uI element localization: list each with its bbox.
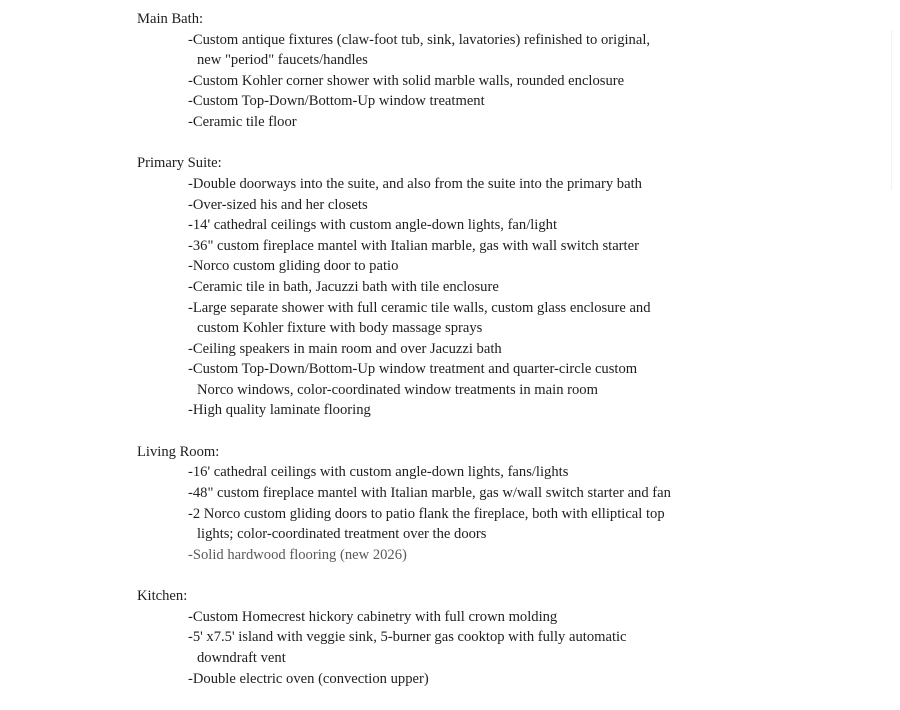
- section-primary-suite: [137, 153, 837, 421]
- feature-text: -Ceramic tile floor: [188, 113, 297, 130]
- feature-text-continuation: downdraft vent: [197, 650, 286, 667]
- feature-text-continuation: new "period" faucets/handles: [197, 52, 368, 69]
- feature-text: -Ceiling speakers in main room and over Jacuzzi bath: [188, 340, 502, 357]
- feature-list: [137, 30, 837, 133]
- feature-list: [137, 174, 837, 421]
- feature-text: -Norco custom gliding door to patio: [188, 258, 399, 275]
- section-heading: Main Bath:: [137, 11, 204, 27]
- document-body: [137, 9, 837, 710]
- feature-item: [137, 195, 837, 216]
- feature-text: -5' x7.5' island with veggie sink, 5-burner gas cooktop with fully automatic: [188, 629, 627, 646]
- feature-text: -Double electric oven (convection upper): [188, 670, 429, 687]
- feature-text: -48" custom fireplace mantel with Italian marble, gas w/wall switch starter and fan: [188, 485, 671, 502]
- feature-item: [137, 400, 837, 421]
- feature-text-continuation: custom Kohler fixture with body massage sprays: [197, 320, 483, 337]
- feature-item: [137, 339, 837, 360]
- feature-item: [137, 298, 837, 339]
- feature-item: [137, 256, 837, 277]
- feature-item: [137, 236, 837, 257]
- feature-item: [137, 215, 837, 236]
- feature-text: -High quality laminate flooring: [188, 402, 371, 419]
- feature-text: -Ceramic tile in bath, Jacuzzi bath with tile enclosure: [188, 278, 499, 295]
- section-heading: Living Room:: [137, 443, 220, 460]
- feature-item: [137, 607, 837, 628]
- feature-item: [137, 462, 837, 483]
- section-heading: Kitchen:: [137, 588, 188, 605]
- feature-text: -14' cathedral ceilings with custom angle-down lights, fan/light: [188, 217, 558, 234]
- feature-item: [137, 504, 837, 545]
- feature-list: [137, 462, 837, 565]
- feature-list: [137, 607, 837, 689]
- section-kitchen: [137, 586, 837, 689]
- section-main-bath: [137, 9, 837, 133]
- feature-item: [137, 30, 837, 71]
- feature-text: -16' cathedral ceilings with custom angle-down lights, fans/lights: [188, 464, 569, 481]
- feature-text: -Large separate shower with full ceramic tile walls, custom glass enclosure and: [188, 299, 651, 316]
- feature-text: -Custom Top-Down/Bottom-Up window treatment and quarter-circle custom: [188, 361, 638, 378]
- feature-item: [137, 91, 837, 112]
- feature-item: [137, 71, 837, 92]
- feature-text: -Custom antique fixtures (claw-foot tub, sink, lavatories) refinished to original,: [188, 31, 651, 48]
- feature-item: [137, 174, 837, 195]
- feature-item: [137, 669, 837, 690]
- section-living-room: [137, 442, 837, 566]
- feature-text: -36" custom fireplace mantel with Italian marble, gas with wall switch starter: [188, 237, 639, 254]
- feature-text-continuation: lights; color-coordinated treatment over the doors: [197, 526, 487, 543]
- feature-item: [137, 483, 837, 504]
- feature-item: [137, 359, 837, 400]
- section-heading: Primary Suite:: [137, 155, 222, 172]
- feature-text: -2 Norco custom gliding doors to patio flank the fireplace, both with elliptical top: [188, 505, 665, 522]
- feature-item: [137, 112, 837, 133]
- feature-item: [137, 627, 837, 668]
- feature-text-continuation: Norco windows, color-coordinated window treatments in main room: [197, 381, 598, 398]
- feature-text: -Over-sized his and her closets: [188, 196, 368, 213]
- feature-text: -Custom Homecrest hickory cabinetry with full crown molding: [188, 608, 558, 625]
- feature-item: [137, 545, 837, 566]
- feature-item: [137, 277, 837, 298]
- page-edge-divider: [891, 30, 900, 190]
- feature-text: -Custom Kohler corner shower with solid marble walls, rounded enclosure: [188, 72, 625, 89]
- feature-text: -Custom Top-Down/Bottom-Up window treatment: [188, 93, 485, 110]
- feature-text: -Double doorways into the suite, and also from the suite into the primary bath: [188, 175, 642, 192]
- feature-text: -Solid hardwood flooring (new 2026): [188, 546, 407, 563]
